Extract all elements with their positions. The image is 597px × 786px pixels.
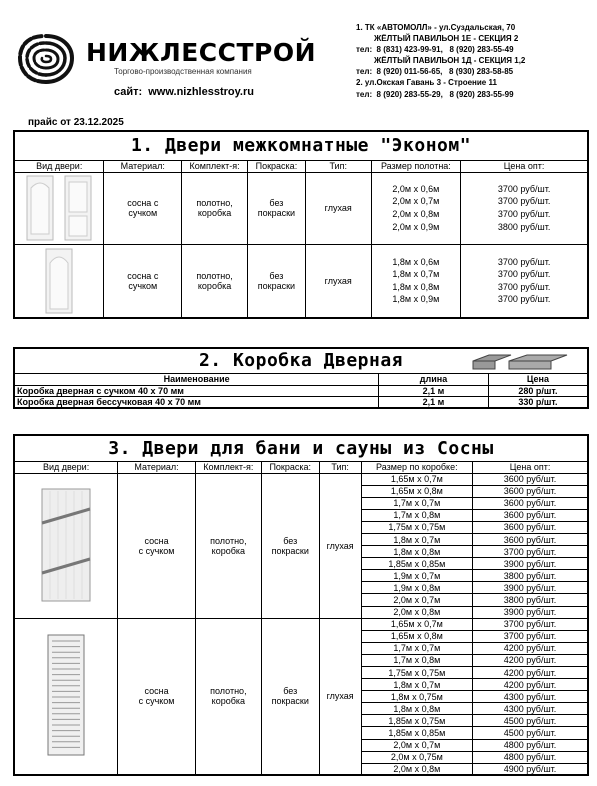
contact-line: тел: 8 (920) 283-55-29, 8 (920) 283-55-99 <box>356 89 514 99</box>
price-value: 3700 руб/шт. <box>497 269 551 280</box>
table-row <box>14 396 588 408</box>
type-cell: глухая <box>305 172 371 244</box>
price-value: 3700 руб/шт. <box>473 630 588 642</box>
contact-line: тел: 8 (831) 423-99-91, 8 (920) 283-55-49 <box>356 45 514 55</box>
size-value: 1,75м х 0,75м <box>361 667 473 679</box>
price-value: 3700 руб/шт. <box>473 618 588 630</box>
price-value: 4300 руб/шт. <box>473 703 588 715</box>
col-header: Вид двери: <box>14 461 118 473</box>
material-cell: сосна с сучком <box>118 473 196 618</box>
price-value: 3800 руб/шт. <box>473 594 588 606</box>
price-value: 3700 руб/шт. <box>497 209 551 219</box>
section2-table <box>13 347 589 409</box>
col-header: Комплект-я: <box>182 160 248 172</box>
col-header: длина <box>379 373 489 385</box>
price-list <box>461 244 588 318</box>
size-value: 1,65м х 0,8м <box>361 630 473 642</box>
material-cell: сосна с сучком <box>118 618 196 775</box>
size-value: 2,0м х 0,7м <box>361 594 473 606</box>
size-value: 2,0м х 0,8м <box>392 209 440 219</box>
door-group <box>14 473 588 618</box>
price-value: 4900 руб/шт. <box>473 763 588 775</box>
brand-tagline: Торгово-производственная компания <box>114 67 252 76</box>
price-value: 3700 руб/шт. <box>497 281 551 292</box>
door-image <box>14 473 118 618</box>
col-header: Тип: <box>305 160 371 172</box>
price-value: 4200 руб/шт. <box>473 679 588 691</box>
paint-cell: без покраски <box>247 244 305 318</box>
size-value: 1,65м х 0,7м <box>361 618 473 630</box>
price-value: 3700 руб/шт. <box>497 183 551 194</box>
door-image <box>14 618 118 775</box>
col-header: Цена опт: <box>461 160 588 172</box>
price-value: 4300 руб/шт. <box>473 691 588 703</box>
col-header: Материал: <box>118 461 196 473</box>
price-value: 3600 руб/шт. <box>473 533 588 545</box>
size-value: 1,8м х 0,8м <box>361 546 473 558</box>
section1-title: 1. Двери межкомнатные "Эконом" <box>14 131 588 160</box>
contacts-block <box>356 22 525 100</box>
section2-title-cell <box>14 348 588 373</box>
material-cell: сосна с сучком <box>104 172 182 244</box>
col-header: Размер по коробке: <box>361 461 473 473</box>
price-value: 4800 руб/шт. <box>473 739 588 751</box>
size-value: 1,65м х 0,8м <box>361 485 473 497</box>
table-row <box>14 618 588 630</box>
door-panel-icon <box>39 247 79 315</box>
size-list <box>371 244 461 318</box>
price-value: 4800 руб/шт. <box>473 751 588 763</box>
price-value: 4500 руб/шт. <box>473 727 588 739</box>
size-value: 1,75м х 0,75м <box>361 521 473 533</box>
type-cell: глухая <box>319 618 361 775</box>
size-value: 1,7м х 0,8м <box>361 654 473 666</box>
col-header: Цена <box>488 373 588 385</box>
price-value: 3600 руб/шт. <box>473 473 588 485</box>
size-value: 2,0м х 0,8м <box>361 606 473 618</box>
door-group <box>14 618 588 775</box>
paint-cell: без покраски <box>261 473 319 618</box>
kit-cell: полотно, коробка <box>195 473 261 618</box>
size-value: 2,0м х 0,7м <box>392 196 440 207</box>
door-panel-icon <box>21 174 97 242</box>
col-header: Тип: <box>319 461 361 473</box>
col-header: Вид двери: <box>14 160 104 172</box>
item-length: 2,1 м <box>379 396 489 408</box>
size-value: 1,8м х 0,9м <box>392 294 440 305</box>
size-value: 1,8м х 0,7м <box>361 533 473 545</box>
contact-line: 1. ТК «АВТОМОЛЛ» - ул.Суздальская, 70 <box>356 23 516 32</box>
item-price: 330 р/шт. <box>488 396 588 408</box>
type-cell: глухая <box>305 244 371 318</box>
size-value: 1,85м х 0,85м <box>361 558 473 570</box>
kit-cell: полотно, коробка <box>182 244 248 318</box>
size-value: 1,9м х 0,8м <box>361 582 473 594</box>
col-header: Покраска: <box>247 160 305 172</box>
price-value: 4200 руб/шт. <box>473 654 588 666</box>
paint-cell: без покраски <box>261 618 319 775</box>
door-frame-icon <box>471 353 571 371</box>
size-value: 2,0м х 0,9м <box>392 221 440 232</box>
price-value: 3800 руб/шт. <box>473 570 588 582</box>
size-value: 1,7м х 0,7м <box>361 497 473 509</box>
price-value: 3900 руб/шт. <box>473 558 588 570</box>
door-image <box>14 172 104 244</box>
section3-title: 3. Двери для бани и сауны из Сосны <box>14 435 588 461</box>
material-cell: сосна с сучком <box>104 244 182 318</box>
price-list <box>461 172 588 244</box>
paint-cell: без покраски <box>247 172 305 244</box>
col-header: Наименование <box>14 373 379 385</box>
col-header: Комплект-я: <box>195 461 261 473</box>
col-header: Покраска: <box>261 461 319 473</box>
table-row <box>14 473 588 485</box>
price-value: 3700 руб/шт. <box>497 196 551 207</box>
item-name: Коробка дверная с сучком 40 х 70 мм <box>14 385 379 396</box>
size-value: 1,8м х 0,7м <box>392 269 440 280</box>
table-row <box>14 244 588 318</box>
price-value: 3600 руб/шт. <box>473 497 588 509</box>
item-name: Коробка дверная бессучковая 40 х 70 мм <box>14 396 379 408</box>
site-link[interactable]: www.nizhlesstroy.ru <box>148 86 254 98</box>
table-row <box>14 385 588 396</box>
item-length: 2,1 м <box>379 385 489 396</box>
kit-cell: полотно, коробка <box>182 172 248 244</box>
size-value: 1,7м х 0,8м <box>361 509 473 521</box>
size-value: 2,0м х 0,8м <box>361 763 473 775</box>
price-value: 3700 руб/шт. <box>497 294 551 305</box>
price-date: прайс от 23.12.2025 <box>28 117 124 128</box>
size-value: 1,7м х 0,7м <box>361 642 473 654</box>
price-value: 3600 руб/шт. <box>473 509 588 521</box>
kit-cell: полотно, коробка <box>195 618 261 775</box>
size-value: 2,0м х 0,75м <box>361 751 473 763</box>
price-value: 4200 руб/шт. <box>473 667 588 679</box>
table-row <box>14 172 588 244</box>
size-list <box>371 172 461 244</box>
item-price: 280 р/шт. <box>488 385 588 396</box>
price-value: 3900 руб/шт. <box>473 606 588 618</box>
contact-line: тел: 8 (920) 011-56-65, 8 (930) 283-58-85 <box>356 67 514 77</box>
size-value: 1,8м х 0,8м <box>361 703 473 715</box>
size-value: 1,85м х 0,75м <box>361 715 473 727</box>
size-value: 1,9м х 0,7м <box>361 570 473 582</box>
size-value: 1,85м х 0,85м <box>361 727 473 739</box>
col-header: Цена опт: <box>473 461 588 473</box>
size-value: 2,0м х 0,7м <box>361 739 473 751</box>
size-value: 2,0м х 0,6м <box>392 183 440 194</box>
size-value: 1,65м х 0,7м <box>361 473 473 485</box>
contact-line: 2. ул.Окская Гавань 3 - Строение 11 <box>356 78 497 88</box>
price-value: 3700 руб/шт. <box>497 256 551 267</box>
sauna-door-icon <box>46 633 86 757</box>
site-label: сайт: <box>114 86 143 98</box>
price-value: 3600 руб/шт. <box>473 485 588 497</box>
site-line <box>114 86 254 98</box>
price-value: 3900 руб/шт. <box>473 582 588 594</box>
company-logo-icon <box>14 30 78 86</box>
size-value: 1,8м х 0,7м <box>361 679 473 691</box>
door-image <box>14 244 104 318</box>
section2-title: 2. Коробка Дверная <box>198 350 404 372</box>
size-value: 1,8м х 0,8м <box>392 281 440 292</box>
price-value: 4500 руб/шт. <box>473 715 588 727</box>
type-cell: глухая <box>319 473 361 618</box>
price-value: 3600 руб/шт. <box>473 521 588 533</box>
col-header: Размер полотна: <box>371 160 461 172</box>
contact-line: ЖЁЛТЫЙ ПАВИЛЬОН 1Д - СЕКЦИЯ 1,2 <box>374 56 526 66</box>
price-value: 3800 руб/шт. <box>497 221 551 232</box>
col-header: Материал: <box>104 160 182 172</box>
price-value: 4200 руб/шт. <box>473 642 588 654</box>
size-value: 1,8м х 0,75м <box>361 691 473 703</box>
sauna-door-icon <box>40 487 92 603</box>
size-value: 1,8м х 0,6м <box>392 256 440 267</box>
section1-table <box>13 130 589 319</box>
contact-line: ЖЁЛТЫЙ ПАВИЛЬОН 1Е - СЕКЦИЯ 2 <box>374 34 519 44</box>
section3-table <box>13 434 589 776</box>
brand-name: НИЖЛЕССТРОЙ <box>86 38 317 67</box>
price-value: 3700 руб/шт. <box>473 546 588 558</box>
